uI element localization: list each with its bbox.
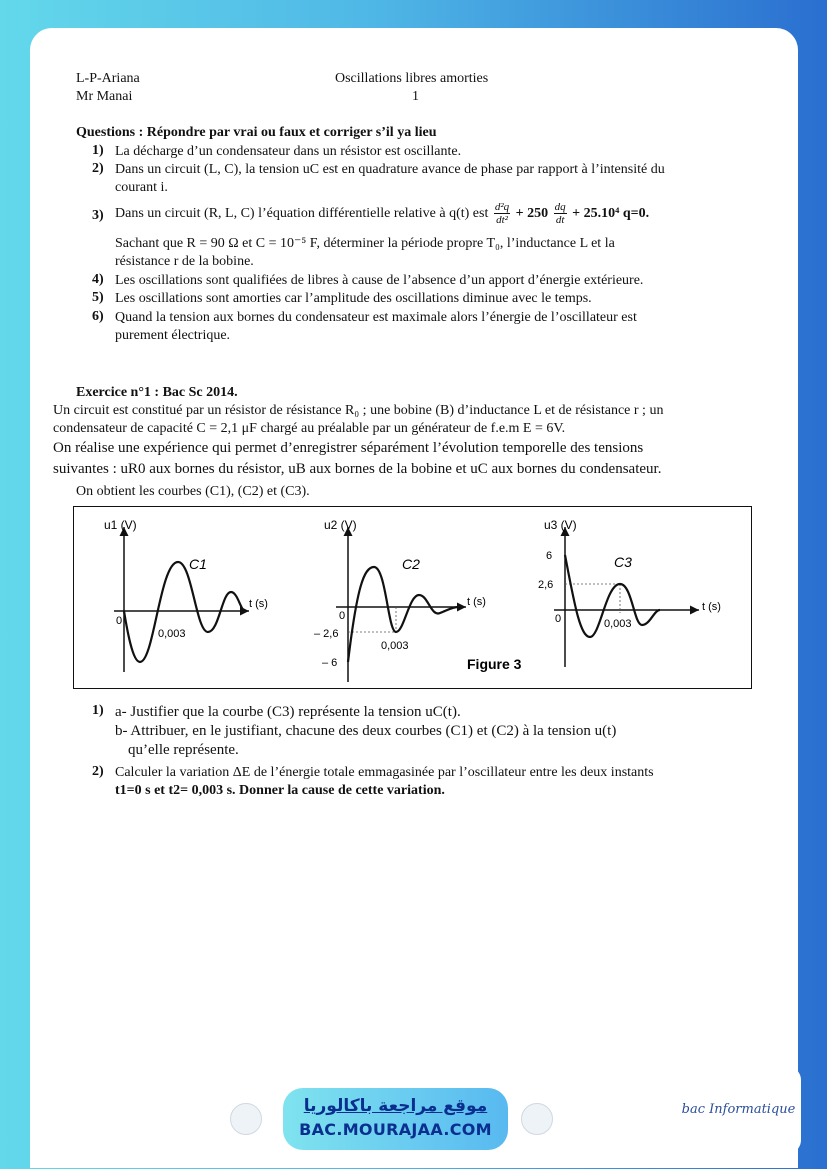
q6-number: 6): [92, 309, 104, 324]
curve-c1: [124, 562, 244, 662]
q6-text-line1: Quand la tension aux bornes du condensateur est maximale alors l’énergie de l’oscillateur est: [115, 310, 637, 325]
page-number: 1: [412, 89, 419, 104]
graph1-ylabel: u1 (V): [104, 518, 137, 532]
graph3-curve-label: C3: [614, 554, 632, 570]
ex-q1a-text: a- Justifier que la courbe (C3) représente la tension uC(t).: [115, 704, 461, 720]
graph2-ytick-a: – 2,6: [314, 628, 339, 640]
q4-number: 4): [92, 272, 104, 287]
graph2-origin: 0: [339, 610, 346, 622]
figure-3-box: [73, 506, 752, 689]
ex-q1b-text: b- Attribuer, en le justifiant, chacune des deux courbes (C1) et (C2) à la tension u(t): [115, 723, 617, 739]
ex-q2-text-line1: Calculer la variation ΔE de l’énergie totale emmagasinée par l’oscillateur entre les deux instants: [115, 765, 654, 780]
q5-number: 5): [92, 290, 104, 305]
teacher-name: Mr Manai: [76, 89, 133, 104]
graph2-ytick-b: – 6: [322, 657, 338, 669]
ex-q2-text-line2: t1=0 s et t2= 0,003 s. Donner la cause de cette variation.: [115, 783, 445, 798]
right-badge-logo: [521, 1103, 553, 1135]
q5-text: Les oscillations sont amorties car l’amplitude des oscillations diminue avec le temps.: [115, 291, 592, 306]
graph1-origin: 0: [116, 615, 123, 627]
frac2-denominator: dt: [555, 214, 565, 227]
ex-q2-number: 2): [92, 764, 104, 779]
graph3-xlabel: t (s): [702, 601, 721, 613]
graph-u3: [538, 518, 721, 667]
figure-3-graphs: [74, 507, 753, 690]
graph3-tick: 0,003: [604, 618, 632, 630]
q6-text-line2: purement électrique.: [115, 328, 231, 343]
frac2-numerator: dq: [554, 201, 566, 214]
ex-q1-number: 1): [92, 703, 104, 718]
exercise-paragraph-line1: Un circuit est constitué par un résistor de résistance R₀ ; une bobine (B) d’inductance L et de résistance r ; un: [53, 403, 664, 418]
graph3-origin: 0: [555, 613, 562, 625]
q1-text: La décharge d’un condensateur dans un résistor est oscillante.: [115, 144, 462, 159]
exercise-paragraph-line5: On obtient les courbes (C1), (C2) et (C3).: [76, 484, 310, 499]
graph-u1: [104, 518, 268, 672]
q1-number: 1): [92, 143, 104, 158]
graph2-xlabel: t (s): [467, 596, 486, 608]
graph1-tick: 0,003: [158, 628, 186, 640]
q2-text-line2: courant i.: [115, 180, 168, 195]
questions-heading: Questions : Répondre par vrai ou faux et corriger s’il ya lieu: [76, 125, 437, 140]
exercise-paragraph-line4: suivantes : uR0 aux bornes du résistor, uB aux bornes de la bobine et uC aux bornes du condensateur.: [53, 461, 662, 477]
q3-equation-prefix: Dans un circuit (R, L, C) l’équation différentielle relative à q(t) est: [115, 206, 489, 221]
exercise-paragraph-line3: On réalise une expérience qui permet d’enregistrer séparément l’évolution temporelle des tensions: [53, 440, 644, 456]
q3-equation: [115, 198, 649, 230]
graph3-ytick-b: 2,6: [538, 579, 554, 591]
q2-text-line1: Dans un circuit (L, C), la tension uC est en quadrature avance de phase par rapport à l’intensité du: [115, 162, 665, 177]
banner-arabic-text: موقع مراجعة باكالوريا: [303, 1096, 488, 1116]
document-title: Oscillations libres amorties: [335, 71, 489, 86]
q3-equation-mid: + 250: [515, 206, 549, 221]
graph3-ylabel: u3 (V): [544, 518, 577, 532]
frac1-denominator: dt²: [496, 214, 508, 227]
exercise-paragraph-line2: condensateur de capacité C = 2,1 μF chargé au préalable par un générateur de f.e.m E = 6V.: [53, 421, 566, 436]
q3-fraction-first-derivative: [554, 201, 567, 226]
frac1-numerator: d²q: [494, 201, 510, 214]
ex-q1c-text: qu’elle représente.: [128, 742, 239, 758]
school-name: L-P-Ariana: [76, 71, 140, 86]
exercise-heading: Exercice n°1 : Bac Sc 2014.: [76, 385, 238, 400]
bac-informatique-logo: bac Informatique: [676, 1066, 801, 1154]
site-banner[interactable]: [283, 1088, 508, 1150]
graph2-tick: 0,003: [381, 640, 409, 652]
q3-equation-suffix: + 25.10⁴ q=0.: [572, 206, 650, 221]
figure-caption: Figure 3: [467, 656, 522, 672]
q2-number: 2): [92, 161, 104, 176]
q3-number: 3): [92, 208, 104, 223]
graph1-curve-label: C1: [189, 556, 207, 572]
banner-url[interactable]: BAC.MOURAJAA.COM: [299, 1120, 492, 1139]
left-badge-logo: [230, 1103, 262, 1135]
graph1-xlabel: t (s): [249, 598, 268, 610]
q4-text: Les oscillations sont qualifiées de libres à cause de l’absence d’un apport d’énergie extérieure.: [115, 273, 644, 288]
graph2-ylabel: u2 (V): [324, 518, 357, 532]
q3-text-line3: résistance r de la bobine.: [115, 254, 254, 269]
graph3-ytick-a: 6: [546, 550, 553, 562]
graph2-curve-label: C2: [402, 556, 420, 572]
q3-text-line2: Sachant que R = 90 Ω et C = 10⁻⁵ F, déterminer la période propre T₀, l’inductance L et la: [115, 236, 615, 251]
graph-u2: [314, 518, 486, 682]
q3-fraction-second-derivative: [494, 201, 510, 226]
